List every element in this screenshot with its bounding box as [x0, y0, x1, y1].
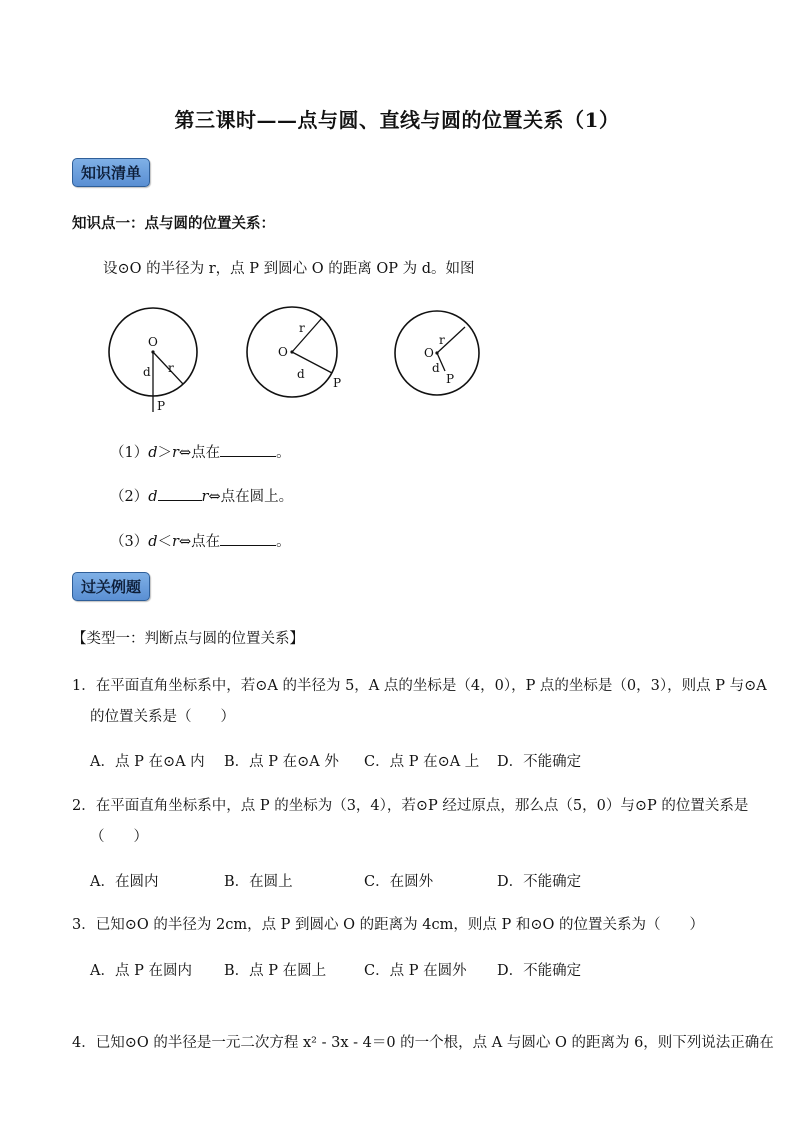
question-1-option-b[interactable]: B．点 P 在⊙A 外: [224, 754, 339, 770]
label-o: O: [424, 346, 434, 360]
question-2-option-d[interactable]: D．不能确定: [497, 874, 582, 890]
knowledge-point-1-heading: 知识点一：点与圆的位置关系：: [72, 215, 275, 232]
question-3-option-c[interactable]: C．点 P 在圆外: [364, 963, 467, 979]
point-circle-figures: [100, 300, 480, 418]
knowledge-point-1-intro: 设⊙O 的半径为 r，点 P 到圆心 O 的距离 OP 为 d。如图: [103, 261, 475, 277]
label-o: O: [148, 335, 158, 349]
question-1-line1: 1．在平面直角坐标系中，若⊙A 的半径为 5，A 点的坐标是（4，0），P 点的坐标是（0，3），则点 P 与⊙A: [72, 678, 767, 694]
question-3-line1: 3．已知⊙O 的半径为 2cm，点 P 到圆心 O 的距离为 4cm，则点 P 和⊙O 的位置关系为（ ）: [72, 917, 704, 933]
question-3-option-d[interactable]: D．不能确定: [497, 963, 582, 979]
relation: ＞: [157, 445, 173, 461]
var-d: d: [148, 445, 158, 461]
question-1-option-c[interactable]: C．点 P 在⊙A 上: [364, 754, 480, 770]
label-o: O: [278, 345, 288, 359]
end-mark: 。: [276, 534, 291, 550]
relation: ＜: [157, 534, 173, 550]
item-1: [110, 441, 291, 462]
page-title: 第三课时——点与圆、直线与圆的位置关系（1）: [174, 108, 620, 132]
figure-point-outside: [109, 308, 197, 413]
type-1-heading: 【类型一：判断点与圆的位置关系】: [72, 631, 304, 647]
var-d: d: [148, 489, 158, 505]
var-r: r: [201, 489, 209, 505]
question-1-option-a[interactable]: A．点 P 在⊙A 内: [90, 754, 205, 770]
question-1-option-d[interactable]: D．不能确定: [497, 754, 582, 770]
answer-blank[interactable]: [220, 456, 276, 457]
label-d: d: [297, 367, 305, 381]
label-d: d: [143, 365, 151, 379]
var-r: r: [172, 445, 179, 461]
label-r: r: [168, 361, 174, 375]
item-2: [110, 485, 293, 506]
question-2-line1: 2．在平面直角坐标系中，点 P 的坐标为（3，4），若⊙P 经过原点，那么点（5，0）与⊙P 的位置关系是: [72, 798, 749, 814]
label-p: P: [157, 399, 166, 413]
question-2-option-a[interactable]: A．在圆内: [90, 874, 159, 890]
question-2-option-b[interactable]: B．在圆上: [224, 874, 293, 890]
label-p: P: [446, 372, 455, 386]
end-mark: 。: [276, 445, 291, 461]
examples-badge: 过关例题: [72, 572, 150, 601]
var-r: r: [172, 534, 179, 550]
question-2-line2: （ ）: [90, 829, 148, 845]
iff-text: ⇔点在: [178, 534, 221, 550]
question-3-option-a[interactable]: A．点 P 在圆内: [90, 963, 192, 979]
question-4-line1: 4．已知⊙O 的半径是一元二次方程 x² - 3x - 4＝0 的一个根，点 A 与圆心 O 的距离为 6，则下列说法正确在: [72, 1035, 774, 1051]
item-number: （3）: [110, 534, 149, 550]
iff-text: ⇔点在: [178, 445, 221, 461]
knowledge-list-badge: 知识清单: [72, 158, 150, 187]
item-3: [110, 530, 291, 551]
question-3-option-b[interactable]: B．点 P 在圆上: [224, 963, 327, 979]
question-1-line2: 的位置关系是（ ）: [90, 709, 235, 725]
label-r: r: [439, 333, 445, 347]
answer-blank[interactable]: [158, 500, 202, 501]
label-d: d: [432, 361, 440, 375]
question-2-option-c[interactable]: C．在圆外: [364, 874, 434, 890]
item-number: （2）: [110, 489, 149, 505]
iff-text: ⇔点在圆上。: [208, 489, 294, 505]
label-r: r: [299, 321, 305, 335]
label-p: P: [333, 376, 342, 390]
radius-line: [292, 318, 322, 352]
item-number: （1）: [110, 445, 149, 461]
answer-blank[interactable]: [220, 545, 276, 546]
figure-point-on: [247, 307, 341, 397]
figure-point-inside: [395, 311, 479, 395]
var-d: d: [148, 534, 158, 550]
